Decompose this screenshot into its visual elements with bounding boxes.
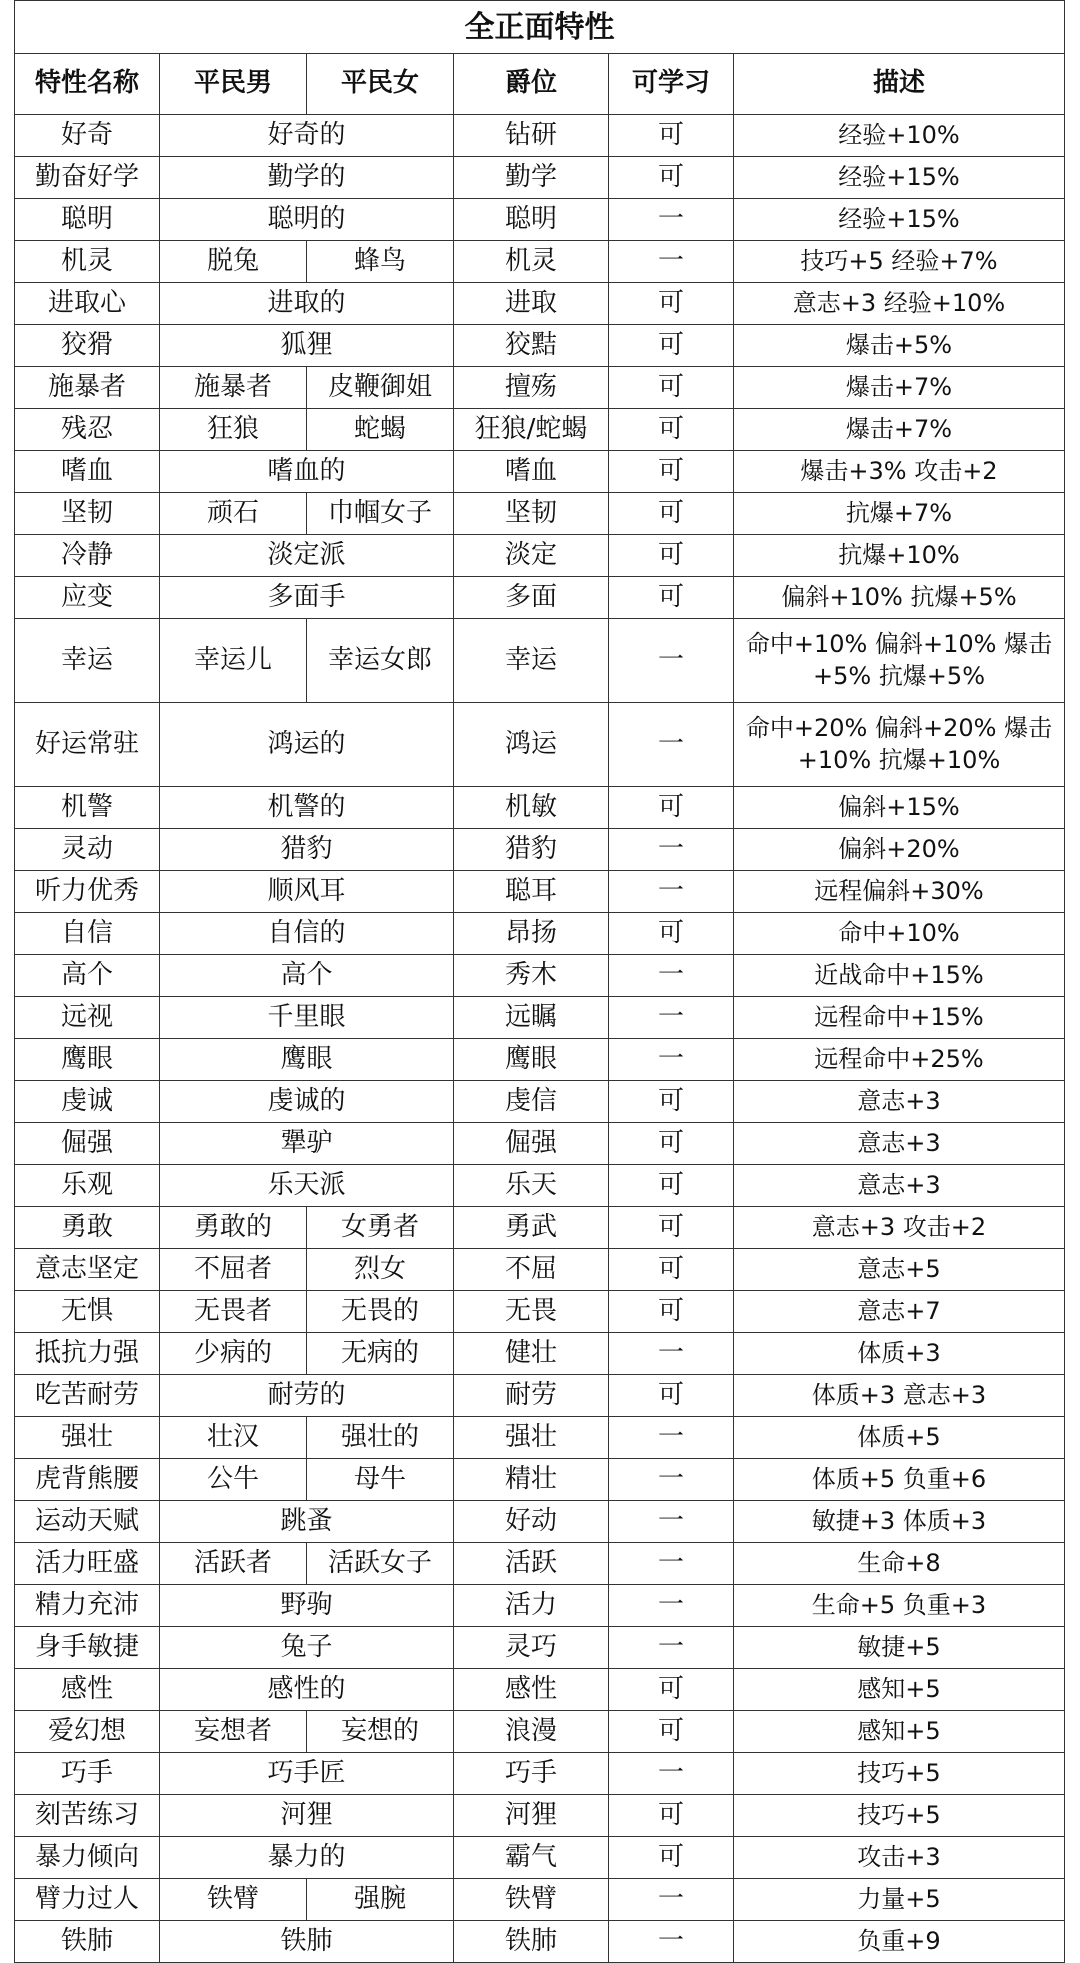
trait-name-cell: 运动天赋 xyxy=(15,1501,160,1543)
noble-title-cell: 健壮 xyxy=(454,1333,609,1375)
commoner-female-cell: 强腕 xyxy=(307,1879,454,1921)
noble-title-cell: 浪漫 xyxy=(454,1711,609,1753)
learnable-cell: 可 xyxy=(609,1165,734,1207)
table-row xyxy=(15,829,1065,871)
description-cell: 意志+3 xyxy=(734,1081,1065,1123)
commoner-title-cell: 感性的 xyxy=(160,1669,454,1711)
description-cell: 意志+3 攻击+2 xyxy=(734,1207,1065,1249)
commoner-male-cell: 勇敢的 xyxy=(160,1207,307,1249)
table-row xyxy=(15,1207,1065,1249)
table-row xyxy=(15,1165,1065,1207)
commoner-female-cell: 巾帼女子 xyxy=(307,493,454,535)
noble-title-cell: 机灵 xyxy=(454,241,609,283)
trait-name-cell: 意志坚定 xyxy=(15,1249,160,1291)
commoner-male-cell: 顽石 xyxy=(160,493,307,535)
commoner-female-cell: 皮鞭御姐 xyxy=(307,367,454,409)
noble-title-cell: 聪耳 xyxy=(454,871,609,913)
commoner-female-cell: 蜂鸟 xyxy=(307,241,454,283)
trait-name-cell: 强壮 xyxy=(15,1417,160,1459)
description-cell: 意志+3 xyxy=(734,1165,1065,1207)
header-desc: 描述 xyxy=(734,54,1065,115)
description-cell: 经验+15% xyxy=(734,157,1065,199)
description-cell: 意志+5 xyxy=(734,1249,1065,1291)
commoner-title-cell: 铁肺 xyxy=(160,1921,454,1963)
learnable-cell: 可 xyxy=(609,535,734,577)
commoner-title-cell: 河狸 xyxy=(160,1795,454,1837)
table-row xyxy=(15,451,1065,493)
table-row xyxy=(15,955,1065,997)
description-cell: 技巧+5 xyxy=(734,1795,1065,1837)
noble-title-cell: 坚韧 xyxy=(454,493,609,535)
learnable-cell: 可 xyxy=(609,283,734,325)
header-noble: 爵位 xyxy=(454,54,609,115)
table-title: 全正面特性 xyxy=(15,1,1065,54)
commoner-title-cell: 顺风耳 xyxy=(160,871,454,913)
noble-title-cell: 活力 xyxy=(454,1585,609,1627)
noble-title-cell: 多面 xyxy=(454,577,609,619)
description-cell: 偏斜+15% xyxy=(734,787,1065,829)
commoner-title-cell: 高个 xyxy=(160,955,454,997)
learnable-cell: 一 xyxy=(609,1039,734,1081)
description-cell: 爆击+5% xyxy=(734,325,1065,367)
header-learnable: 可学习 xyxy=(609,54,734,115)
noble-title-cell: 远瞩 xyxy=(454,997,609,1039)
table-row xyxy=(15,283,1065,325)
description-cell: 感知+5 xyxy=(734,1669,1065,1711)
learnable-cell: 一 xyxy=(609,829,734,871)
noble-title-cell: 狂狼/蛇蝎 xyxy=(454,409,609,451)
learnable-cell: 可 xyxy=(609,115,734,157)
description-cell: 体质+5 xyxy=(734,1417,1065,1459)
noble-title-cell: 河狸 xyxy=(454,1795,609,1837)
description-cell: 敏捷+3 体质+3 xyxy=(734,1501,1065,1543)
commoner-male-cell: 公牛 xyxy=(160,1459,307,1501)
trait-name-cell: 鹰眼 xyxy=(15,1039,160,1081)
table-row xyxy=(15,157,1065,199)
trait-name-cell: 幸运 xyxy=(15,619,160,703)
description-cell: 技巧+5 经验+7% xyxy=(734,241,1065,283)
commoner-title-cell: 兔子 xyxy=(160,1627,454,1669)
trait-name-cell: 乐观 xyxy=(15,1165,160,1207)
trait-name-cell: 勇敢 xyxy=(15,1207,160,1249)
commoner-title-cell: 进取的 xyxy=(160,283,454,325)
commoner-title-cell: 耐劳的 xyxy=(160,1375,454,1417)
learnable-cell: 可 xyxy=(609,787,734,829)
noble-title-cell: 活跃 xyxy=(454,1543,609,1585)
description-cell: 感知+5 xyxy=(734,1711,1065,1753)
learnable-cell: 可 xyxy=(609,1249,734,1291)
noble-title-cell: 勤学 xyxy=(454,157,609,199)
noble-title-cell: 好动 xyxy=(454,1501,609,1543)
trait-name-cell: 施暴者 xyxy=(15,367,160,409)
table-row xyxy=(15,1333,1065,1375)
learnable-cell: 一 xyxy=(609,1333,734,1375)
noble-title-cell: 乐天 xyxy=(454,1165,609,1207)
table-row xyxy=(15,1081,1065,1123)
commoner-title-cell: 巧手匠 xyxy=(160,1753,454,1795)
trait-name-cell: 好奇 xyxy=(15,115,160,157)
learnable-cell: 可 xyxy=(609,1795,734,1837)
table-body xyxy=(15,115,1065,1963)
noble-title-cell: 倔强 xyxy=(454,1123,609,1165)
table-row xyxy=(15,1459,1065,1501)
trait-name-cell: 好运常驻 xyxy=(15,703,160,787)
description-cell: 远程偏斜+30% xyxy=(734,871,1065,913)
table-row xyxy=(15,1291,1065,1333)
description-cell: 意志+3 xyxy=(734,1123,1065,1165)
learnable-cell: 可 xyxy=(609,1669,734,1711)
learnable-cell: 可 xyxy=(609,1123,734,1165)
commoner-male-cell: 妄想者 xyxy=(160,1711,307,1753)
learnable-cell: 可 xyxy=(609,1081,734,1123)
description-cell: 远程命中+25% xyxy=(734,1039,1065,1081)
description-cell: 命中+10% 偏斜+10% 爆击+5% 抗爆+5% xyxy=(734,619,1065,703)
learnable-cell: 可 xyxy=(609,1711,734,1753)
table-row xyxy=(15,535,1065,577)
header-male: 平民男 xyxy=(160,54,307,115)
noble-title-cell: 嗜血 xyxy=(454,451,609,493)
commoner-female-cell: 妄想的 xyxy=(307,1711,454,1753)
table-row xyxy=(15,367,1065,409)
noble-title-cell: 聪明 xyxy=(454,199,609,241)
table-row xyxy=(15,1837,1065,1879)
commoner-title-cell: 嗜血的 xyxy=(160,451,454,493)
trait-name-cell: 灵动 xyxy=(15,829,160,871)
trait-name-cell: 铁肺 xyxy=(15,1921,160,1963)
commoner-title-cell: 鸿运的 xyxy=(160,703,454,787)
commoner-title-cell: 多面手 xyxy=(160,577,454,619)
description-cell: 偏斜+10% 抗爆+5% xyxy=(734,577,1065,619)
noble-title-cell: 猎豹 xyxy=(454,829,609,871)
learnable-cell: 可 xyxy=(609,1207,734,1249)
noble-title-cell: 进取 xyxy=(454,283,609,325)
commoner-title-cell: 好奇的 xyxy=(160,115,454,157)
noble-title-cell: 鹰眼 xyxy=(454,1039,609,1081)
learnable-cell: 一 xyxy=(609,1627,734,1669)
table-row xyxy=(15,577,1065,619)
commoner-title-cell: 虔诚的 xyxy=(160,1081,454,1123)
learnable-cell: 可 xyxy=(609,409,734,451)
learnable-cell: 可 xyxy=(609,1291,734,1333)
table-row xyxy=(15,871,1065,913)
noble-title-cell: 昂扬 xyxy=(454,913,609,955)
table-row xyxy=(15,493,1065,535)
learnable-cell: 可 xyxy=(609,157,734,199)
learnable-cell: 可 xyxy=(609,577,734,619)
description-cell: 近战命中+15% xyxy=(734,955,1065,997)
commoner-title-cell: 野驹 xyxy=(160,1585,454,1627)
table-row xyxy=(15,1039,1065,1081)
noble-title-cell: 幸运 xyxy=(454,619,609,703)
trait-name-cell: 应变 xyxy=(15,577,160,619)
description-cell: 体质+3 xyxy=(734,1333,1065,1375)
description-cell: 体质+5 负重+6 xyxy=(734,1459,1065,1501)
learnable-cell: 可 xyxy=(609,451,734,493)
noble-title-cell: 精壮 xyxy=(454,1459,609,1501)
trait-name-cell: 暴力倾向 xyxy=(15,1837,160,1879)
commoner-title-cell: 猎豹 xyxy=(160,829,454,871)
table-row xyxy=(15,619,1065,703)
description-cell: 生命+5 负重+3 xyxy=(734,1585,1065,1627)
commoner-female-cell: 女勇者 xyxy=(307,1207,454,1249)
table-row xyxy=(15,1753,1065,1795)
trait-name-cell: 嗜血 xyxy=(15,451,160,493)
commoner-male-cell: 无畏者 xyxy=(160,1291,307,1333)
noble-title-cell: 霸气 xyxy=(454,1837,609,1879)
commoner-title-cell: 狐狸 xyxy=(160,325,454,367)
description-cell: 命中+20% 偏斜+20% 爆击+10% 抗爆+10% xyxy=(734,703,1065,787)
commoner-female-cell: 蛇蝎 xyxy=(307,409,454,451)
description-cell: 敏捷+5 xyxy=(734,1627,1065,1669)
trait-name-cell: 坚韧 xyxy=(15,493,160,535)
commoner-title-cell: 聪明的 xyxy=(160,199,454,241)
commoner-title-cell: 鹰眼 xyxy=(160,1039,454,1081)
description-cell: 经验+10% xyxy=(734,115,1065,157)
table-row xyxy=(15,115,1065,157)
trait-name-cell: 刻苦练习 xyxy=(15,1795,160,1837)
noble-title-cell: 巧手 xyxy=(454,1753,609,1795)
learnable-cell: 可 xyxy=(609,1837,734,1879)
table-row xyxy=(15,703,1065,787)
learnable-cell: 一 xyxy=(609,1417,734,1459)
trait-name-cell: 精力充沛 xyxy=(15,1585,160,1627)
trait-name-cell: 虎背熊腰 xyxy=(15,1459,160,1501)
noble-title-cell: 铁肺 xyxy=(454,1921,609,1963)
commoner-male-cell: 施暴者 xyxy=(160,367,307,409)
commoner-male-cell: 不屈者 xyxy=(160,1249,307,1291)
header-female: 平民女 xyxy=(307,54,454,115)
learnable-cell: 一 xyxy=(609,241,734,283)
noble-title-cell: 虔信 xyxy=(454,1081,609,1123)
noble-title-cell: 淡定 xyxy=(454,535,609,577)
description-cell: 爆击+7% xyxy=(734,409,1065,451)
learnable-cell: 可 xyxy=(609,493,734,535)
table-row xyxy=(15,1375,1065,1417)
commoner-title-cell: 机警的 xyxy=(160,787,454,829)
table-row xyxy=(15,1879,1065,1921)
table-row xyxy=(15,1501,1065,1543)
description-cell: 抗爆+10% xyxy=(734,535,1065,577)
description-cell: 生命+8 xyxy=(734,1543,1065,1585)
description-cell: 经验+15% xyxy=(734,199,1065,241)
noble-title-cell: 鸿运 xyxy=(454,703,609,787)
table-row xyxy=(15,1627,1065,1669)
description-cell: 偏斜+20% xyxy=(734,829,1065,871)
table-row xyxy=(15,1669,1065,1711)
trait-name-cell: 狡猾 xyxy=(15,325,160,367)
description-cell: 技巧+5 xyxy=(734,1753,1065,1795)
description-cell: 意志+3 经验+10% xyxy=(734,283,1065,325)
table-row xyxy=(15,997,1065,1039)
noble-title-cell: 耐劳 xyxy=(454,1375,609,1417)
trait-name-cell: 进取心 xyxy=(15,283,160,325)
commoner-male-cell: 活跃者 xyxy=(160,1543,307,1585)
description-cell: 爆击+7% xyxy=(734,367,1065,409)
noble-title-cell: 机敏 xyxy=(454,787,609,829)
noble-title-cell: 狡黠 xyxy=(454,325,609,367)
description-cell: 体质+3 意志+3 xyxy=(734,1375,1065,1417)
trait-name-cell: 臂力过人 xyxy=(15,1879,160,1921)
learnable-cell: 一 xyxy=(609,1753,734,1795)
learnable-cell: 一 xyxy=(609,871,734,913)
learnable-cell: 可 xyxy=(609,913,734,955)
learnable-cell: 一 xyxy=(609,1921,734,1963)
commoner-male-cell: 铁臂 xyxy=(160,1879,307,1921)
table-row xyxy=(15,199,1065,241)
description-cell: 命中+10% xyxy=(734,913,1065,955)
header-name: 特性名称 xyxy=(15,54,160,115)
commoner-male-cell: 狂狼 xyxy=(160,409,307,451)
traits-table xyxy=(14,0,1065,1963)
table-row xyxy=(15,325,1065,367)
trait-name-cell: 感性 xyxy=(15,1669,160,1711)
table-row xyxy=(15,1417,1065,1459)
description-cell: 力量+5 xyxy=(734,1879,1065,1921)
learnable-cell: 一 xyxy=(609,997,734,1039)
table-row xyxy=(15,1585,1065,1627)
commoner-title-cell: 跳蚤 xyxy=(160,1501,454,1543)
learnable-cell: 一 xyxy=(609,1879,734,1921)
trait-name-cell: 勤奋好学 xyxy=(15,157,160,199)
commoner-male-cell: 幸运儿 xyxy=(160,619,307,703)
description-cell: 攻击+3 xyxy=(734,1837,1065,1879)
trait-name-cell: 爱幻想 xyxy=(15,1711,160,1753)
trait-name-cell: 抵抗力强 xyxy=(15,1333,160,1375)
commoner-title-cell: 乐天派 xyxy=(160,1165,454,1207)
commoner-female-cell: 幸运女郎 xyxy=(307,619,454,703)
commoner-title-cell: 自信的 xyxy=(160,913,454,955)
trait-name-cell: 冷静 xyxy=(15,535,160,577)
learnable-cell: 一 xyxy=(609,955,734,997)
learnable-cell: 一 xyxy=(609,1501,734,1543)
noble-title-cell: 钻研 xyxy=(454,115,609,157)
table-row xyxy=(15,409,1065,451)
trait-name-cell: 巧手 xyxy=(15,1753,160,1795)
trait-name-cell: 身手敏捷 xyxy=(15,1627,160,1669)
trait-name-cell: 远视 xyxy=(15,997,160,1039)
description-cell: 远程命中+15% xyxy=(734,997,1065,1039)
commoner-female-cell: 无病的 xyxy=(307,1333,454,1375)
commoner-female-cell: 烈女 xyxy=(307,1249,454,1291)
description-cell: 抗爆+7% xyxy=(734,493,1065,535)
table-row xyxy=(15,1123,1065,1165)
commoner-male-cell: 少病的 xyxy=(160,1333,307,1375)
commoner-female-cell: 母牛 xyxy=(307,1459,454,1501)
noble-title-cell: 无畏 xyxy=(454,1291,609,1333)
commoner-title-cell: 犟驴 xyxy=(160,1123,454,1165)
noble-title-cell: 灵巧 xyxy=(454,1627,609,1669)
table-row xyxy=(15,913,1065,955)
noble-title-cell: 强壮 xyxy=(454,1417,609,1459)
learnable-cell: 一 xyxy=(609,1543,734,1585)
table-row xyxy=(15,1711,1065,1753)
noble-title-cell: 感性 xyxy=(454,1669,609,1711)
traits-table-container xyxy=(14,0,1064,1963)
table-row xyxy=(15,241,1065,283)
commoner-title-cell: 千里眼 xyxy=(160,997,454,1039)
trait-name-cell: 活力旺盛 xyxy=(15,1543,160,1585)
description-cell: 意志+7 xyxy=(734,1291,1065,1333)
learnable-cell: 一 xyxy=(609,199,734,241)
trait-name-cell: 虔诚 xyxy=(15,1081,160,1123)
noble-title-cell: 擅殇 xyxy=(454,367,609,409)
table-row xyxy=(15,1543,1065,1585)
noble-title-cell: 铁臂 xyxy=(454,1879,609,1921)
trait-name-cell: 听力优秀 xyxy=(15,871,160,913)
commoner-title-cell: 淡定派 xyxy=(160,535,454,577)
noble-title-cell: 不屈 xyxy=(454,1249,609,1291)
trait-name-cell: 残忍 xyxy=(15,409,160,451)
description-cell: 爆击+3% 攻击+2 xyxy=(734,451,1065,493)
trait-name-cell: 高个 xyxy=(15,955,160,997)
learnable-cell: 一 xyxy=(609,1459,734,1501)
commoner-male-cell: 脱兔 xyxy=(160,241,307,283)
learnable-cell: 一 xyxy=(609,703,734,787)
trait-name-cell: 机灵 xyxy=(15,241,160,283)
table-row xyxy=(15,1921,1065,1963)
description-cell: 负重+9 xyxy=(734,1921,1065,1963)
noble-title-cell: 秀木 xyxy=(454,955,609,997)
learnable-cell: 可 xyxy=(609,1375,734,1417)
commoner-female-cell: 强壮的 xyxy=(307,1417,454,1459)
table-row xyxy=(15,787,1065,829)
commoner-male-cell: 壮汉 xyxy=(160,1417,307,1459)
learnable-cell: 一 xyxy=(609,619,734,703)
trait-name-cell: 倔强 xyxy=(15,1123,160,1165)
trait-name-cell: 聪明 xyxy=(15,199,160,241)
trait-name-cell: 吃苦耐劳 xyxy=(15,1375,160,1417)
trait-name-cell: 机警 xyxy=(15,787,160,829)
noble-title-cell: 勇武 xyxy=(454,1207,609,1249)
learnable-cell: 一 xyxy=(609,1585,734,1627)
learnable-cell: 可 xyxy=(609,367,734,409)
table-row xyxy=(15,1795,1065,1837)
commoner-female-cell: 活跃女子 xyxy=(307,1543,454,1585)
learnable-cell: 可 xyxy=(609,325,734,367)
commoner-title-cell: 暴力的 xyxy=(160,1837,454,1879)
trait-name-cell: 无惧 xyxy=(15,1291,160,1333)
commoner-female-cell: 无畏的 xyxy=(307,1291,454,1333)
commoner-title-cell: 勤学的 xyxy=(160,157,454,199)
table-row xyxy=(15,1249,1065,1291)
trait-name-cell: 自信 xyxy=(15,913,160,955)
